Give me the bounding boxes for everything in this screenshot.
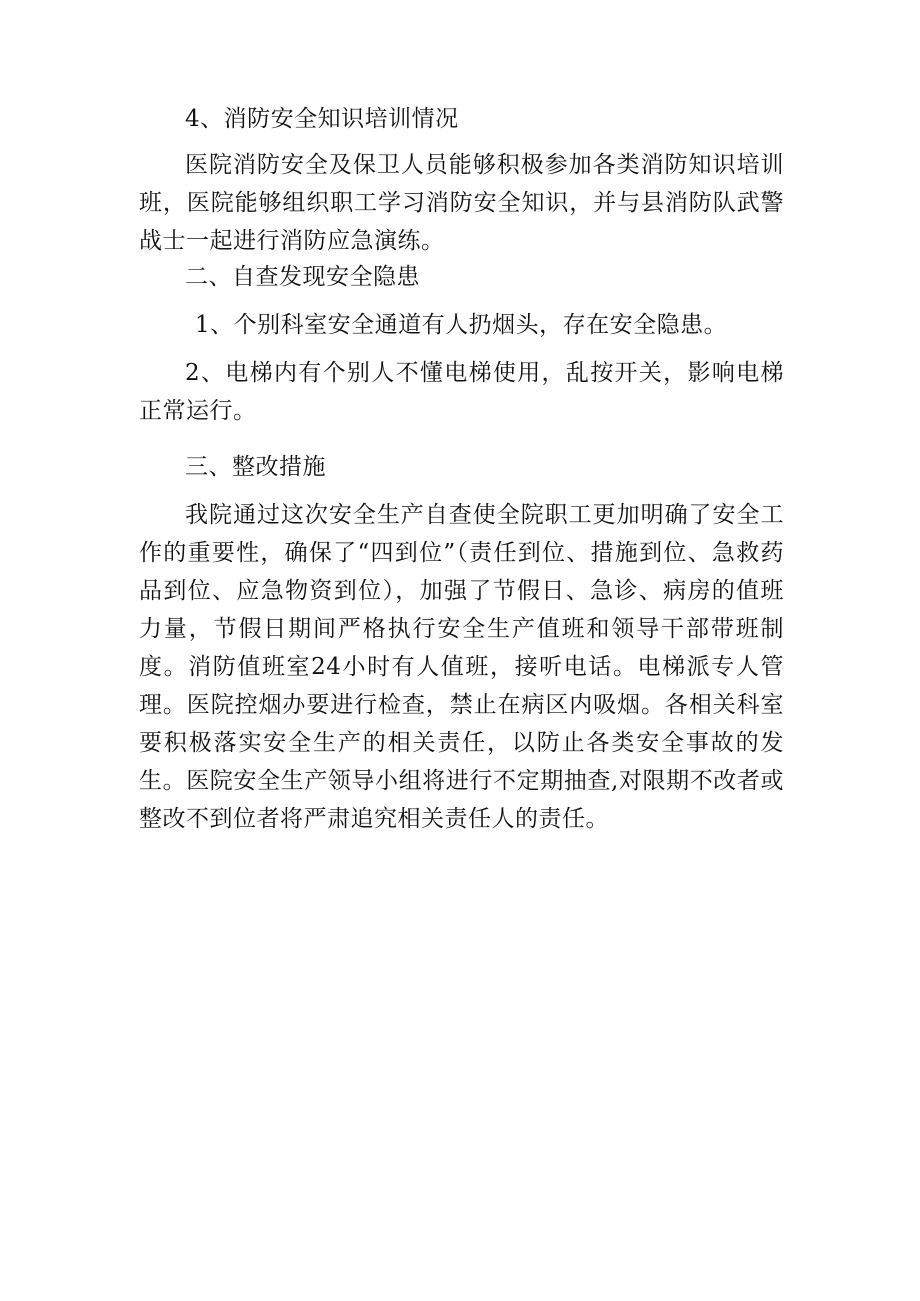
paragraph-rectification: 我院通过这次安全生产自查使全院职工更加明确了安全工作的重要性，确保了“四到位”（责任到位、措施到位、急救药品到位、应急物资到位），加强了节假日、急诊、病房的值班力量，节假日期间严格执行安全生产值班和领导干部带班制度。消防值班室24小时有人值班，接听电话。电梯派专人管理。医院控烟办要进行检查，禁止在病区内吸烟。各相关科室要积极落实安全生产的相关责任，以防止各类安全事故的发生。医院安全生产领导小组将进行不定期抽查,对限期不改者或整改不到位者将严肃追究相关责任人的责任。 — [139, 502, 784, 832]
heading-fire-training: 4、消防安全知识培训情况 — [185, 106, 459, 132]
item-hazard-1: 1、个别科室安全通道有人扔烟头，存在安全隐患。 — [195, 312, 728, 338]
heading-rectification: 三、整改措施 — [185, 454, 326, 480]
heading-hazards: 二、自查发现安全隐患 — [185, 264, 420, 290]
paragraph-fire-training: 医院消防安全及保卫人员能够积极参加各类消防知识培训班，医院能够组织职工学习消防安全知识，并与县消防队武警战士一起进行消防应急演练。 — [139, 152, 784, 254]
item-hazard-2: 2、电梯内有个别人不懂电梯使用，乱按开关，影响电梯正常运行。 — [139, 360, 784, 424]
